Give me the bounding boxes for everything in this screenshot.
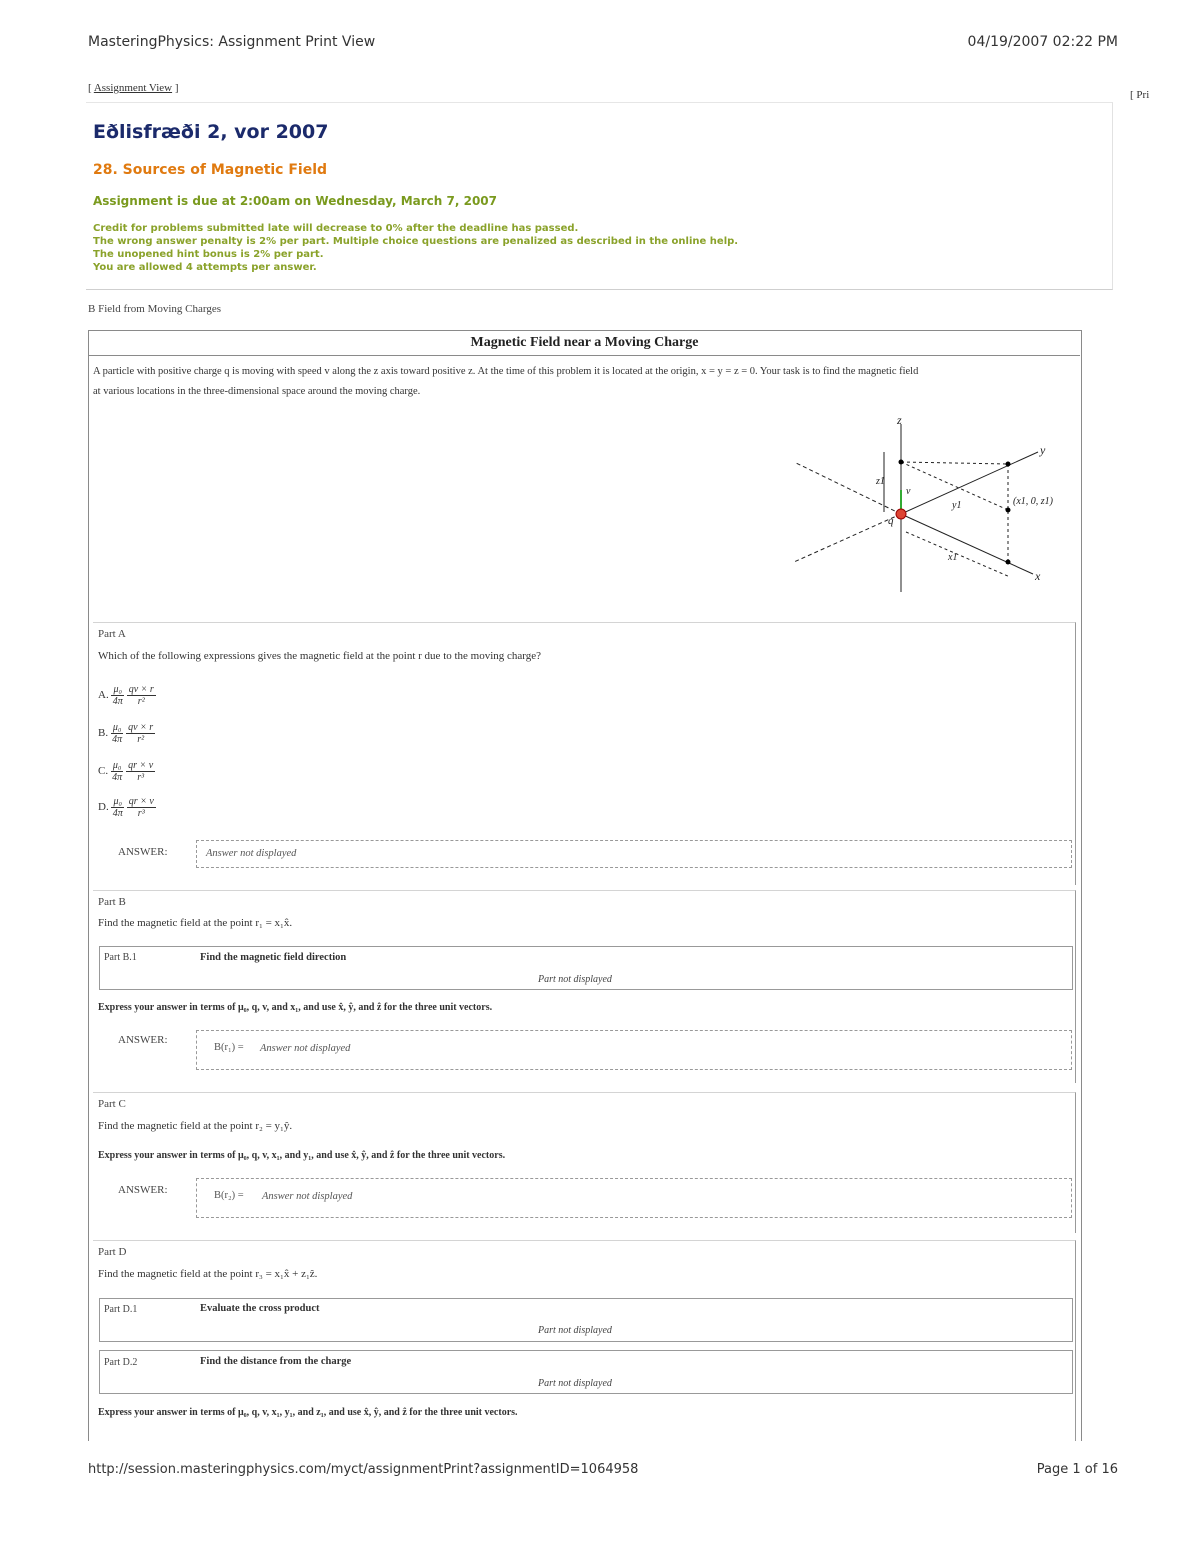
part-a-question: Which of the following expressions gives the magnetic field at the point r due to the moving charge? xyxy=(98,650,542,662)
part-a-answer-box[interactable] xyxy=(196,840,1072,868)
part-c-answer-prefix: B(r₂) = xyxy=(214,1190,244,1201)
part-d1-title: Evaluate the cross product xyxy=(200,1303,320,1314)
assignment-view-link[interactable]: Assignment View xyxy=(93,82,173,94)
part-a-answer: Answer not displayed xyxy=(206,848,297,859)
part-b1-title: Find the magnetic field direction xyxy=(200,952,347,963)
choice-b[interactable] xyxy=(98,722,155,745)
choice-letter: C. xyxy=(98,765,109,778)
coefficient-fraction: $\frac{\text{μ₀}}{4\pi}$ xyxy=(112,722,123,745)
z1-label: z1 xyxy=(876,476,885,487)
x-axis-negative xyxy=(794,462,901,514)
expression-fraction: $\frac{qr \times v}{\text{r³}}$ xyxy=(128,760,154,783)
assignment-view-nav: [ Assignment View ] xyxy=(88,82,179,94)
part-d1-status: Part not displayed xyxy=(538,1325,612,1336)
part-c-question: Find the magnetic field at the point r₂ = y₁ŷ. xyxy=(98,1120,293,1132)
page-url: http://session.masteringphysics.com/myct/assignmentPrint?assignmentID=1064958 xyxy=(88,1462,639,1477)
part-c-answer: Answer not displayed xyxy=(262,1191,353,1202)
x1-dimension xyxy=(906,532,1010,577)
problem-title: Magnetic Field near a Moving Charge xyxy=(89,331,1080,356)
chapter-title: 28. Sources of Magnetic Field xyxy=(93,162,328,178)
grading-policy xyxy=(93,222,738,274)
choice-letter: D. xyxy=(98,801,109,814)
part-b-answer-prefix: B(r₁) = xyxy=(214,1042,244,1053)
coefficient-fraction: $\frac{\text{μ₀}}{4\pi}$ xyxy=(112,760,123,783)
axis-z-label: z xyxy=(897,413,902,427)
answer-label: ANSWER: xyxy=(118,846,168,858)
part-c-instructions: Express your answer in terms of μ₀, q, v, x₁, and y₁, and use x̂, ŷ, and ẑ for the three unit vectors. xyxy=(98,1150,506,1161)
problem-label: B Field from Moving Charges xyxy=(88,303,222,315)
guide-line xyxy=(901,462,1008,464)
policy-line: The wrong answer penalty is 2% per part. Multiple choice questions are penalized as described in the online help. xyxy=(93,236,739,247)
part-a-label: Part A xyxy=(98,628,126,640)
print-view-title: MasteringPhysics: Assignment Print View xyxy=(88,34,376,50)
part-d2-title: Find the distance from the charge xyxy=(200,1356,352,1367)
axis-y-label: y xyxy=(1040,443,1046,457)
part-b-answer: Answer not displayed xyxy=(260,1043,351,1054)
expression-fraction: $\frac{qv \times r}{\text{r²}}$ xyxy=(128,684,154,707)
answer-label: ANSWER: xyxy=(118,1034,168,1046)
part-b-instructions: Express your answer in terms of μ₀, q, v, and x₁, and use x̂, ŷ, and ẑ for the three unit vectors. xyxy=(98,1002,493,1013)
q-label: q xyxy=(888,515,894,527)
intro-line: A particle with positive charge q is moving with speed v along the z axis toward positive z. At the time of this problem it is located at the origin, x = y = z = 0. Your task is to find the magnetic field xyxy=(93,366,919,377)
part-b-question: Find the magnetic field at the point r₁ = x₁x̂. xyxy=(98,917,293,929)
coordinate-diagram xyxy=(788,412,1078,600)
intro-line: at various locations in the three-dimensional space around the moving charge. xyxy=(93,386,421,397)
point-marker xyxy=(1006,508,1011,513)
due-date: Assignment is due at 2:00am on Wednesday, March 7, 2007 xyxy=(93,194,497,208)
y1-label: y1 xyxy=(952,500,962,511)
coefficient-fraction: $\frac{\text{μ₀}}{4\pi}$ xyxy=(112,796,123,819)
page-number: Page 1 of 16 xyxy=(1036,1462,1118,1477)
choice-c[interactable] xyxy=(98,760,155,783)
choice-a[interactable] xyxy=(98,684,156,707)
clipped-print-link[interactable]: [ Pri xyxy=(1130,89,1150,101)
choice-letter: A. xyxy=(98,689,109,702)
expression-fraction: $\frac{qr \times v}{\text{r³}}$ xyxy=(128,796,154,819)
charge-marker xyxy=(896,509,906,519)
point-marker xyxy=(1006,560,1011,565)
policy-line: You are allowed 4 attempts per answer. xyxy=(93,262,317,273)
part-c-label: Part C xyxy=(98,1098,126,1110)
print-datetime: 04/19/2007 02:22 PM xyxy=(967,34,1118,50)
part-b1-id: Part B.1 xyxy=(104,952,137,963)
answer-label: ANSWER: xyxy=(118,1184,168,1196)
coefficient-fraction: $\frac{\text{μ₀}}{4\pi}$ xyxy=(112,684,123,707)
part-d2-id: Part D.2 xyxy=(104,1357,138,1368)
v-label: v xyxy=(906,486,911,497)
part-d2-status: Part not displayed xyxy=(538,1378,612,1389)
policy-line: The unopened hint bonus is 2% per part. xyxy=(93,249,324,260)
part-d-label: Part D xyxy=(98,1246,127,1258)
problem-intro xyxy=(93,362,1078,402)
y-axis-negative xyxy=(794,514,901,562)
part-b-label: Part B xyxy=(98,896,126,908)
x1-label: x1 xyxy=(948,552,958,563)
point-marker xyxy=(899,460,904,465)
course-title: Eðlisfræði 2, vor 2007 xyxy=(93,121,329,143)
expression-fraction: $\frac{qv \times r}{\text{r²}}$ xyxy=(128,722,154,745)
choice-d[interactable] xyxy=(98,796,156,819)
part-b1-status: Part not displayed xyxy=(538,974,612,985)
point-coordinate-label: (x1, 0, z1) xyxy=(1013,496,1053,507)
x-axis-positive xyxy=(901,514,1033,574)
policy-line: Credit for problems submitted late will decrease to 0% after the deadline has passed. xyxy=(93,223,579,234)
part-d1-id: Part D.1 xyxy=(104,1304,138,1315)
part-d-instructions: Express your answer in terms of μ₀, q, v, x₁, y₁, and z₁, and use x̂, ŷ, and ẑ for the three unit vectors. xyxy=(98,1407,518,1418)
part-d-question: Find the magnetic field at the point r₃ = x₁x̂ + z₁ẑ. xyxy=(98,1268,318,1280)
point-marker xyxy=(1006,462,1011,467)
axis-x-label: x xyxy=(1035,569,1041,583)
choice-letter: B. xyxy=(98,727,109,740)
